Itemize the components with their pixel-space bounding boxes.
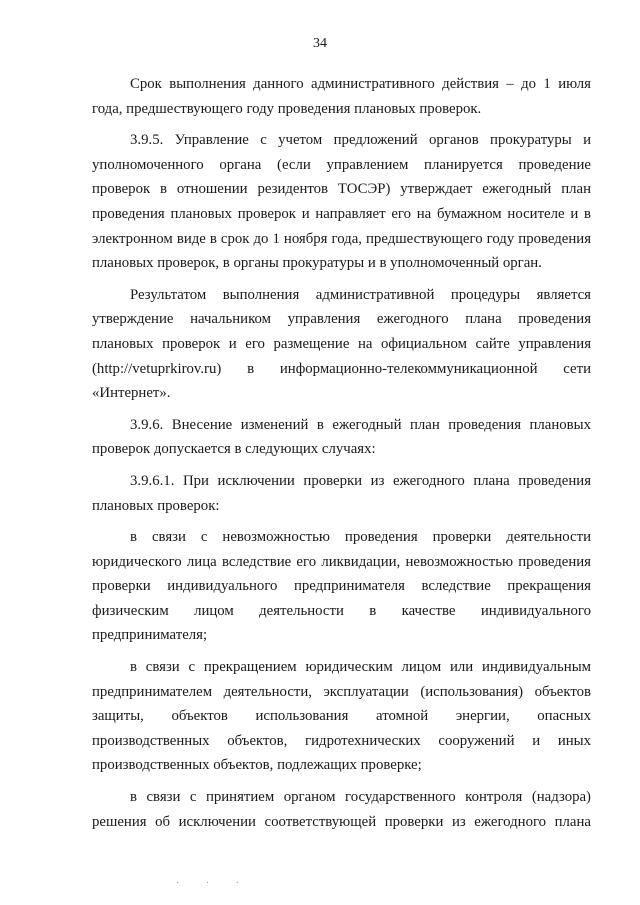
paragraph-3-9-6: 3.9.6. Внесение изменений в ежегодный план проведения плановых проверок допускается в следующих случаях: xyxy=(92,416,591,458)
paragraph-result: Результатом выполнения административной процедуры является утверждение начальником управления ежегодного плана проведения плановых проверок и его размещение на официальном сайте управления (http://vetuprkirov.ru) в информационно-телекоммуникационной сети «Интернет». xyxy=(92,286,591,402)
paragraph-deadline: Срок выполнения данного административного действия – до 1 июля года, предшествующего году проведения плановых проверок. xyxy=(92,76,591,117)
paragraph-3-9-6-1: 3.9.6.1. При исключении проверки из ежегодного плана проведения плановых проверок: xyxy=(92,472,591,514)
scan-artifact: · · · xyxy=(176,878,251,889)
paragraph-liquidation-case: в связи с невозможностью проведения проверки деятельности юридического лица вследствие его ликвидации, невозможностью проведения проверки индивидуального предпринимателя вследствие прекращения физическим лицом деятельности в качестве индивидуального предпринимателя; xyxy=(92,529,591,644)
paragraph-decision-case: в связи с принятием органом государственного контроля (надзора) решения об исключении соответствующей проверки из ежегодного плана xyxy=(92,789,591,830)
page-number: 34 xyxy=(313,36,327,51)
paragraph-termination-case: в связи с прекращением юридическим лицом или индивидуальным предпринимателем деятельности, эксплуатации (использования) объектов защиты, объектов использования атомной энергии, опасных производственных объектов, гидротехнических сооружений и иных производственных объектов, подлежащих проверке; xyxy=(92,659,591,774)
paragraph-3-9-5: 3.9.5. Управление с учетом предложений органов прокуратуры и уполномоченного органа (если управлением планируется проведение проверок в отношении резидентов ТОСЭР) утверждает ежегодный план проведения плановых проверок и направляет его на бумажном носителе и в электронном виде в срок до 1 ноября года, предшествующего году проведения плановых проверок, в органы прокуратуры и в уполномоченный орган. xyxy=(92,132,591,272)
document-body xyxy=(92,72,591,841)
